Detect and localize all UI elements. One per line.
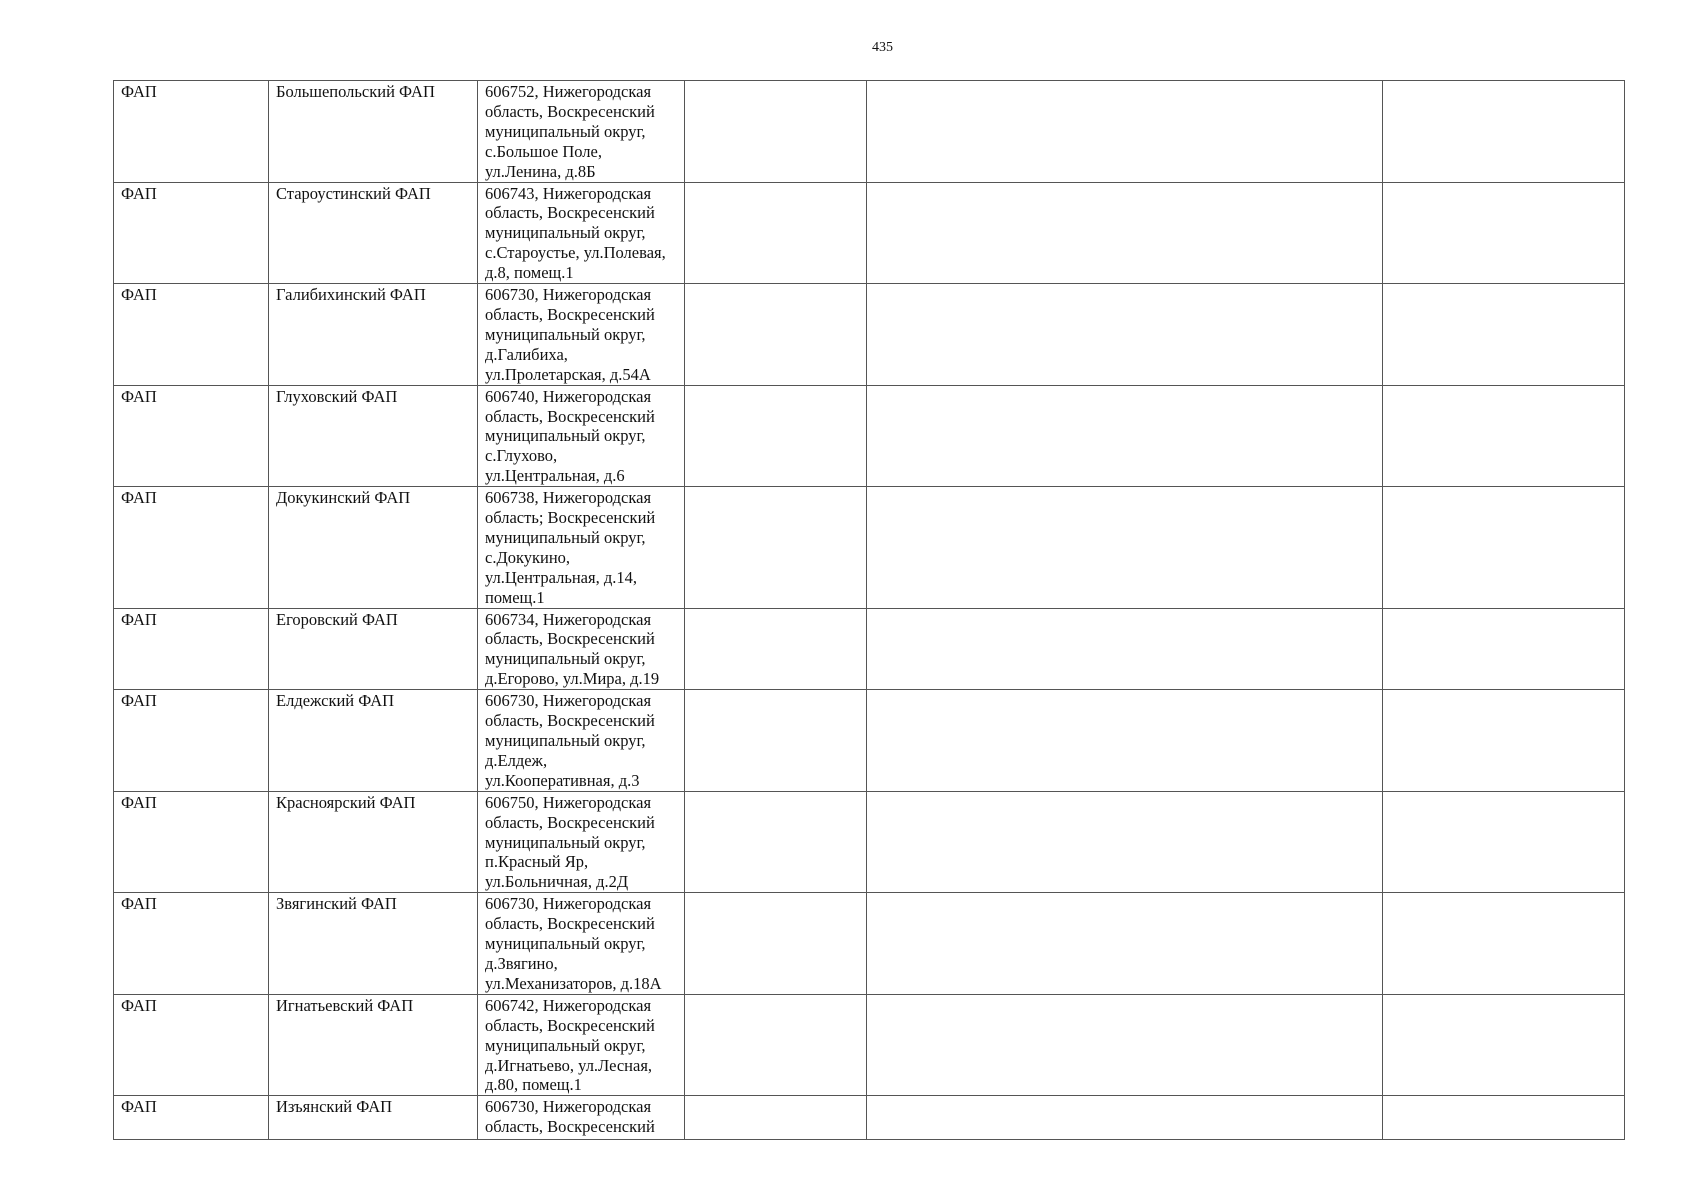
- empty-cell: [867, 385, 1383, 487]
- name-cell: Елдежский ФАП: [269, 690, 478, 792]
- table-row: [114, 1096, 1625, 1140]
- page-number: 435: [872, 40, 893, 55]
- type-cell: ФАП: [114, 182, 269, 284]
- name-cell: Докукинский ФАП: [269, 487, 478, 608]
- table-row: [114, 690, 1625, 792]
- name-cell: Игнатьевский ФАП: [269, 994, 478, 1096]
- empty-cell: [867, 81, 1383, 183]
- table-row: [114, 81, 1625, 183]
- empty-cell: [685, 385, 867, 487]
- type-cell: ФАП: [114, 81, 269, 183]
- empty-cell: [867, 994, 1383, 1096]
- empty-cell: [867, 893, 1383, 995]
- empty-cell: [1383, 81, 1625, 183]
- address-cell: 606734, Нижегородская область, Воскресенский муниципальный округ, д.Егорово, ул.Мира, д.19: [478, 608, 685, 690]
- type-cell: ФАП: [114, 994, 269, 1096]
- name-cell: Глуховский ФАП: [269, 385, 478, 487]
- address-cell: 606730, Нижегородская область, Воскресенский муниципальный округ, д.Елдеж, ул.Кооперативная, д.3: [478, 690, 685, 792]
- type-cell: ФАП: [114, 385, 269, 487]
- empty-cell: [685, 994, 867, 1096]
- table-row: [114, 994, 1625, 1096]
- table-row: [114, 182, 1625, 284]
- empty-cell: [1383, 690, 1625, 792]
- empty-cell: [1383, 487, 1625, 608]
- table-row: [114, 487, 1625, 608]
- address-cell: 606730, Нижегородская область, Воскресенский муниципальный округ, д.Галибиха, ул.Пролетарская, д.54А: [478, 284, 685, 386]
- address-cell: 606750, Нижегородская область, Воскресенский муниципальный округ, п.Красный Яр, ул.Больничная, д.2Д: [478, 791, 685, 893]
- empty-cell: [1383, 182, 1625, 284]
- type-cell: ФАП: [114, 608, 269, 690]
- empty-cell: [685, 608, 867, 690]
- empty-cell: [867, 182, 1383, 284]
- type-cell: ФАП: [114, 284, 269, 386]
- address-cell: 606740, Нижегородская область, Воскресенский муниципальный округ, с.Глухово, ул.Центральная, д.6: [478, 385, 685, 487]
- empty-cell: [685, 487, 867, 608]
- table-row: [114, 284, 1625, 386]
- name-cell: Большепольский ФАП: [269, 81, 478, 183]
- empty-cell: [1383, 284, 1625, 386]
- empty-cell: [867, 791, 1383, 893]
- address-cell: 606730, Нижегородская область, Воскресенский: [478, 1096, 685, 1140]
- address-cell: 606730, Нижегородская область, Воскресенский муниципальный округ, д.Звягино, ул.Механизаторов, д.18А: [478, 893, 685, 995]
- table-row: [114, 791, 1625, 893]
- empty-cell: [1383, 791, 1625, 893]
- address-cell: 606738, Нижегородская область; Воскресенский муниципальный округ, с.Докукино, ул.Центральная, д.14, помещ.1: [478, 487, 685, 608]
- type-cell: ФАП: [114, 690, 269, 792]
- empty-cell: [1383, 1096, 1625, 1140]
- type-cell: ФАП: [114, 1096, 269, 1140]
- type-cell: ФАП: [114, 791, 269, 893]
- name-cell: Галибихинский ФАП: [269, 284, 478, 386]
- type-cell: ФАП: [114, 893, 269, 995]
- empty-cell: [685, 81, 867, 183]
- table-row: [114, 893, 1625, 995]
- empty-cell: [1383, 385, 1625, 487]
- empty-cell: [685, 791, 867, 893]
- empty-cell: [685, 182, 867, 284]
- table-row: [114, 385, 1625, 487]
- empty-cell: [685, 1096, 867, 1140]
- empty-cell: [867, 608, 1383, 690]
- empty-cell: [867, 284, 1383, 386]
- name-cell: Изъянский ФАП: [269, 1096, 478, 1140]
- empty-cell: [685, 893, 867, 995]
- table-row: [114, 608, 1625, 690]
- empty-cell: [867, 1096, 1383, 1140]
- name-cell: Красноярский ФАП: [269, 791, 478, 893]
- empty-cell: [1383, 608, 1625, 690]
- empty-cell: [685, 284, 867, 386]
- empty-cell: [867, 690, 1383, 792]
- empty-cell: [867, 487, 1383, 608]
- empty-cell: [685, 690, 867, 792]
- facilities-table: [113, 80, 1625, 1140]
- name-cell: Староустинский ФАП: [269, 182, 478, 284]
- address-cell: 606752, Нижегородская область, Воскресенский муниципальный округ, с.Большое Поле, ул.Ленина, д.8Б: [478, 81, 685, 183]
- empty-cell: [1383, 893, 1625, 995]
- address-cell: 606743, Нижегородская область, Воскресенский муниципальный округ, с.Староустье, ул.Полевая, д.8, помещ.1: [478, 182, 685, 284]
- name-cell: Егоровский ФАП: [269, 608, 478, 690]
- type-cell: ФАП: [114, 487, 269, 608]
- address-cell: 606742, Нижегородская область, Воскресенский муниципальный округ, д.Игнатьево, ул.Лесная, д.80, помещ.1: [478, 994, 685, 1096]
- name-cell: Звягинский ФАП: [269, 893, 478, 995]
- empty-cell: [1383, 994, 1625, 1096]
